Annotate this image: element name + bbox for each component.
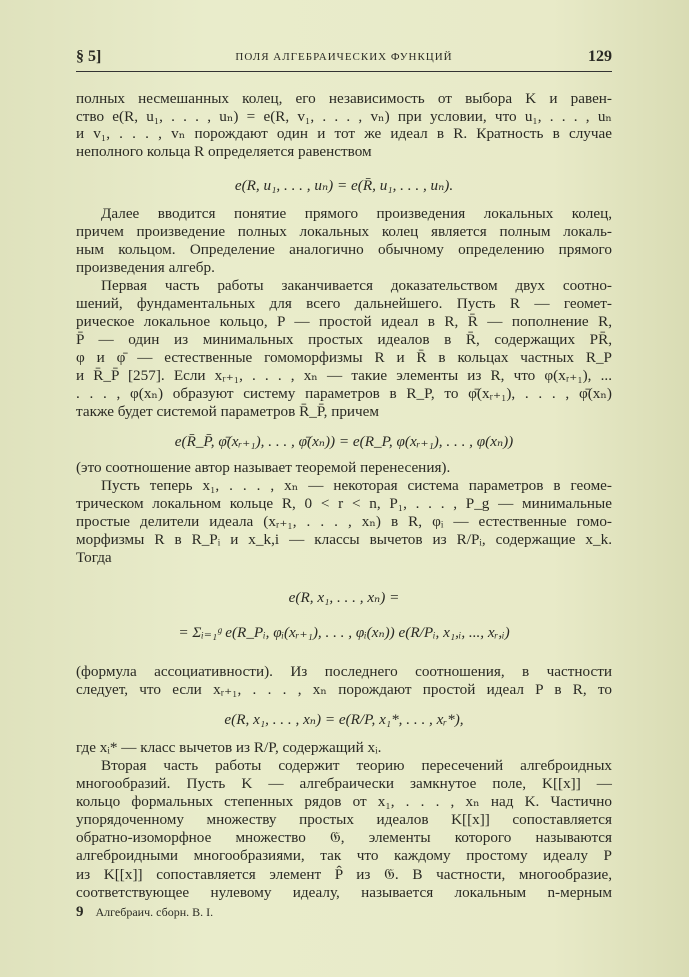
text-line: простые делители идеала (xᵣ₊₁, . . . , xₙ) в R, φᵢ — естественные гомо- <box>76 513 612 530</box>
section-number: § 5] <box>76 48 102 65</box>
text-line: соответствующее нулевому идеалу, называется локальным n-мерным <box>76 884 612 901</box>
text-line: Далее вводится понятие прямого произведения локальных колец, <box>101 205 612 222</box>
text-line: и v₁, . . . , vₙ порождают один и тот же идеал в R. Кратность в случае <box>76 125 612 142</box>
formula-line: e(R, x₁, . . . , xₙ) = <box>288 589 400 606</box>
text-line: Вторая часть работы содержит теорию пересечений алгеброидных <box>101 757 612 774</box>
text-line: и R̄_P̄ [257]. Если xᵣ₊₁, . . . , xₙ — такие элементы из R, что φ(xᵣ₊₁), ... <box>76 367 612 384</box>
text-line: Пусть теперь x₁, . . . , xₙ — некоторая система параметров в геоме- <box>101 477 612 494</box>
header-rule <box>76 71 612 72</box>
text-line: неполного кольца R определяется равенством <box>76 143 372 160</box>
signature-text: Алгебраич. сборн. В. I. <box>95 905 214 919</box>
text-line: где xᵢ* — класс вычетов из R/P, содержащий xᵢ. <box>76 739 382 756</box>
footer-signature <box>76 904 213 921</box>
text-line: (это соотношение автор называет теоремой перенесения). <box>76 459 451 476</box>
text-line: алгеброидными многообразиями, так что каждому простому идеалу P <box>76 847 612 864</box>
text-line: ство e(R, u₁, . . . , uₙ) = e(R, v₁, . . . , vₙ) при условии, что u₁, . . . , uₙ <box>76 108 612 125</box>
text-line: полных несмешанных колец, его независимость от выбора K и равен- <box>76 90 612 107</box>
text-line: шений, фундаментальных для всего дальнейшего. Пусть R — геомет- <box>76 295 612 312</box>
text-line: φ и φ̄ — естественные гомоморфизмы R и R̄ в кольцах частных R_P <box>76 349 612 366</box>
text-line: ным кольцом. Определение аналогично обычному определению прямого <box>76 241 612 258</box>
text-line: следует, что если xᵣ₊₁, . . . , xₙ порождают простой идеал P в R, то <box>76 681 612 698</box>
formula-line: e(R, x₁, . . . , xₙ) = e(R/P, x₁*, . . . , xᵣ*), <box>224 711 464 728</box>
formula-line: e(R̄_P̄, φ̄(xᵣ₊₁), . . . , φ̄(xₙ)) = e(R_P, φ(xᵣ₊₁), . . . , φ(xₙ)) <box>174 433 514 450</box>
text-line: (формула ассоциативности). Из последнего соотношения, в частности <box>76 663 612 680</box>
formula-line: e(R, u₁, . . . , uₙ) = e(R̄, u₁, . . . , uₙ). <box>234 177 454 194</box>
text-line: также будет системой параметров R̄_P̄, причем <box>76 403 380 420</box>
text-line: P̄ — один из минимальных простых идеалов в R̄, содержащих PR̄, <box>76 331 612 348</box>
text-line: . . . , φ(xₙ) образуют систему параметров в R_P, то φ̄(xᵣ₊₁), . . . , φ̄(xₙ) <box>76 385 612 402</box>
signature-number: 9 <box>76 904 84 920</box>
text-line: рическое локальное кольцо, P — простой идеал в R, R̄ — пополнение R, <box>76 313 612 330</box>
formula-line: = Σᵢ₌₁ᵍ e(R_Pᵢ, φᵢ(xᵣ₊₁), . . . , φᵢ(xₙ)) e(R/Pᵢ, x₁,ᵢ, ..., xᵣ,ᵢ) <box>178 624 510 641</box>
text-line: многообразий. Пусть K — алгебраически замкнутое поле, K[[x]] — <box>76 775 612 792</box>
text-line: упорядоченному множеству простых идеалов K[[x]] сопоставляется <box>76 811 612 828</box>
text-line: произведения алгебр. <box>76 259 215 276</box>
running-header <box>76 48 612 70</box>
text-line: Первая часть работы заканчивается доказательством двух соотно- <box>101 277 612 294</box>
text-line: причем произведение полных локальных колец является полным локаль- <box>76 223 612 240</box>
text-line: Тогда <box>76 549 112 566</box>
text-line: из K[[x]] сопоставляется элемент P̂ из 𝔊. В частности, многообразие, <box>76 866 612 883</box>
page-number: 129 <box>588 48 612 65</box>
text-line: трическом локальном кольце R, 0 < r < n, P₁, . . . , P_g — минимальные <box>76 495 612 512</box>
text-line: морфизмы R в R_Pᵢ и x_k,i — классы вычетов из R/Pᵢ, содержащие x_k. <box>76 531 612 548</box>
header-title: ПОЛЯ АЛГЕБРАИЧЕСКИХ ФУНКЦИЙ <box>235 51 453 63</box>
text-line: обратно-изоморфное множество 𝔊, элементы которого называются <box>76 829 612 846</box>
text-line: кольцо формальных степенных рядов от x₁, . . . , xₙ над K. Частично <box>76 793 612 810</box>
